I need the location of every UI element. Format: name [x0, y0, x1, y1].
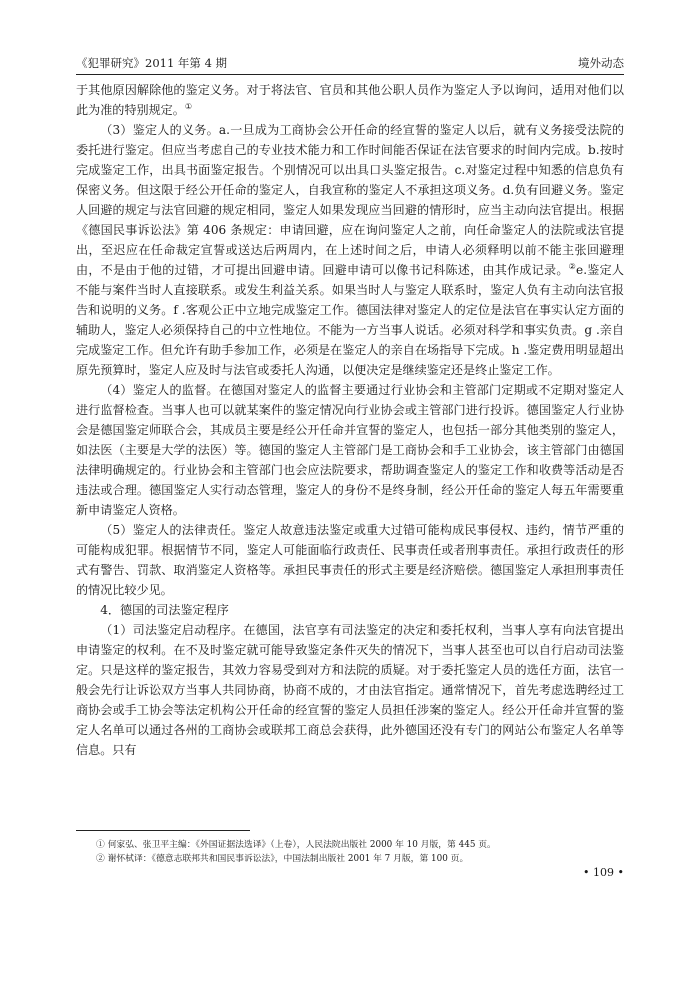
paragraph-duties: （3）鉴定人的义务。a.一旦成为工商协会公开任命的经宣誓的鉴定人以后，就有义务接受法院的委托进行鉴定。但应当考虑自己的专业技术能力和工作时间能否保证在法官要求的时间内完成。b.按时完成鉴定工作，出具书面鉴定报告。个别情况可以出具口头鉴定报告。c.对鉴定过程中知悉的信息负有保密义务。但这限于经公开任命的鉴定人，自我宣称的鉴定人不承担这项义务。d.负有回避义务。鉴定人回避的规定与法官回避的规定相同，鉴定人如果发现应当回避的情形时，应当主动向法官提出。根据《德国民事诉讼法》第 406 条规定：申请回避，应在询问鉴定人之前，向任命鉴定人的法院或法官提出，至迟应在任命裁定宣誓或送达后两周内，在上述时间之后，申请人必须释明以前不能主张回避理由，不是由于他的过错，才可提出回避申请。回避申请可以像书记科陈述，由其作成记录。②e.鉴定人不能与案件当时人直接联系。或发生利益关系。如果当时人与鉴定人联系时，鉴定人负有主动向法官报告和说明的义务。f .客观公正中立地完成鉴定工作。德国法律对鉴定人的定位是法官在事实认定方面的辅助人，鉴定人必须保持自己的中立性地位。不能为一方当事人说话。必须对科学和事实负责。g .亲自完成鉴定工作。但允许有助手参加工作，必须是在鉴定人的亲自在场指导下完成。h .鉴定费用明显超出原先预算时，鉴定人应及时与法官或委托人沟通，以便决定是继续鉴定还是终止鉴定工作。 [76, 123, 624, 377]
footnote-ref-2: ② [568, 262, 577, 271]
page-number: • 109 • [583, 866, 624, 879]
footnote-1: ① 何家弘、张卫平主编：《外国证据法选译》（上卷），人民法院出版社 2000 年 10 月版，第 445 页。 [96, 840, 496, 850]
journal-issue: 《犯罪研究》2011 年第 4 期 [76, 56, 228, 70]
footnote-ref-1: ① [184, 102, 193, 111]
paragraph-supervision: （4）鉴定人的监督。在德国对鉴定人的监督主要通过行业协会和主管部门定期或不定期对鉴定人进行监督检查。当事人也可以就某案件的鉴定情况向行业协会或主管部门进行投诉。德国鉴定人行业协会是德国鉴定师联合会，其成员主要是经公开任命并宣誓的鉴定人，也包括一部分其他类别的鉴定人，如法医（主要是大学的法医）等。德国的鉴定人主管部门是工商协会和手工业协会，该主管部门由德国法律明确规定的。行业协会和主管部门也会应法院要求，帮助调查鉴定人的鉴定工作和收费等活动是否违法或合理。德国鉴定人实行动态管理，鉴定人的身份不是终身制，经公开任命的鉴定人每五年需要重新申请鉴定人资格。 [76, 383, 624, 517]
paragraph-liability: （5）鉴定人的法律责任。鉴定人故意违法鉴定或重大过错可能构成民事侵权、违约，情节严重的可能构成犯罪。根据情节不同，鉴定人可能面临行政责任、民事责任或者刑事责任。承担行政责任的形式有警告、罚款、取消鉴定人资格等。承担民事责任的形式主要是经济赔偿。德国鉴定人承担刑事责任的情况比较少见。 [76, 523, 624, 597]
running-header [76, 56, 624, 70]
body-text [76, 80, 624, 760]
footnotes [96, 838, 616, 866]
section-heading: 4．德国的司法鉴定程序 [100, 603, 229, 617]
paragraph-1: 于其他原因解除他的鉴定义务。对于将法官、官员和其他公职人员作为鉴定人予以询问，适用对他们以此为准的特别规定。① [76, 83, 624, 117]
header-rule [76, 74, 624, 75]
section-name: 境外动态 [578, 56, 624, 70]
footnote-2: ② 谢怀栻译：《德意志联邦共和国民事诉讼法》，中国法制出版社 2001 年 7 月版，第 100 页。 [96, 854, 469, 864]
paragraph-procedure: （1）司法鉴定启动程序。在德国，法官享有司法鉴定的决定和委托权利，当事人享有向法官提出申请鉴定的权利。在不及时鉴定就可能导致鉴定条件灭失的情况下，当事人甚至也可以自行启动司法鉴定。只是这样的鉴定报告，其效力容易受到对方和法院的质疑。对于委托鉴定人员的选任方面，法官一般会先行让诉讼双方当事人共同协商，协商不成的，才由法官指定。通常情况下，首先考虑选聘经过工商协会或手工协会等法定机构公开任命的经宣誓的鉴定人员担任涉案的鉴定人。经公开任命并宣誓的鉴定人名单可以通过各州的工商协会或联邦工商总会获得，此外德国还没有专门的网站公布鉴定人名单等信息。只有 [76, 623, 624, 757]
footnote-rule [76, 830, 250, 831]
